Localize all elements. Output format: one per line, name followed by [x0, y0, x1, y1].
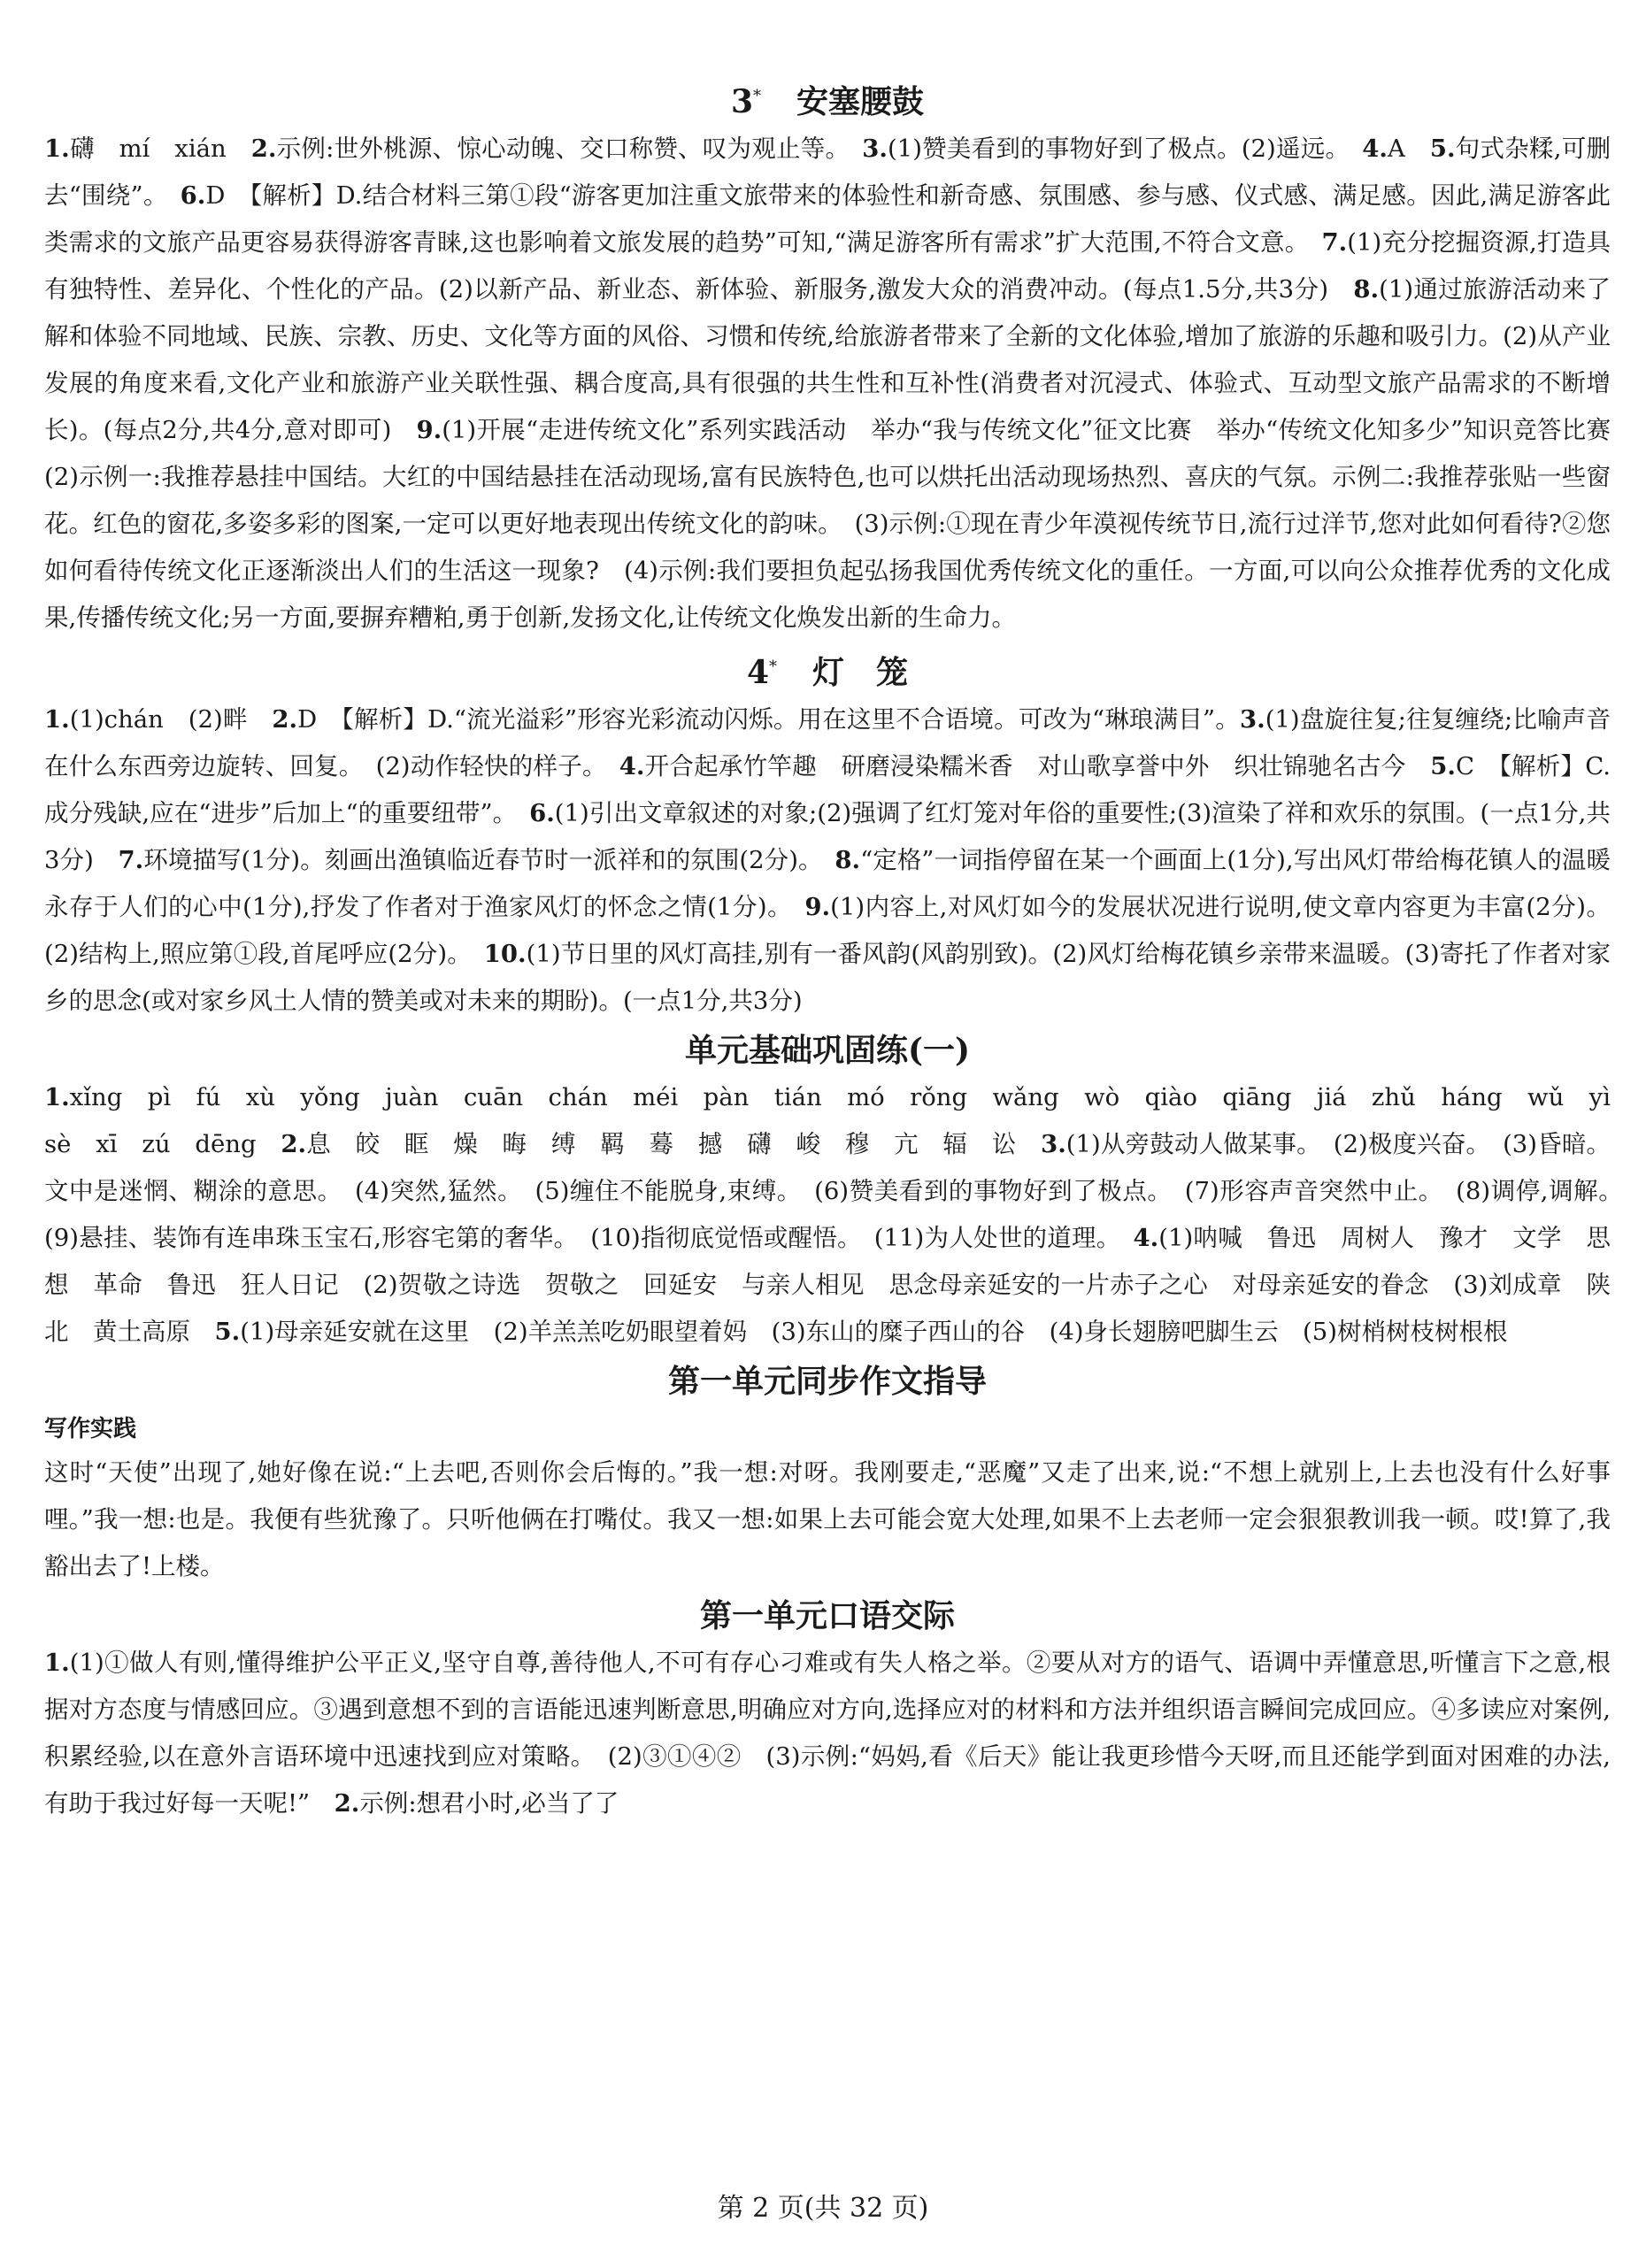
section-answers-oral-communication: 1.(1)①做人有则,懂得维护公平正义,坚守自尊,善待他人,不可有存心刁难或有失人格之举。②要从对方的语气、语调中弄懂意思,听懂言下之意,根据对方态度与情感回应。③遇到意想不到的言语能迅速判断意思,明确应对方向,选择应对的材料和方法并组织语言瞬间完成回应。④多读应对案例,积累经验,以在意外言语环境中迅速找到应对策略。 (2)③①④② (3)示例:“妈妈,看《后天》能让我更珍惜今天呀,而且还能学到面对困难的办法,有助于我过好每一天呢!” 2.示例:想君小时,必当了了	[44, 1649, 1611, 1818]
section-title-4	[44, 645, 1611, 695]
section-title-text: 灯 笼	[812, 654, 909, 691]
section-number: 3	[730, 83, 754, 120]
section-answers-4: 1.(1)chán (2)畔 2.D 【解析】D.“流光溢彩”形容光彩流动闪烁。用在这里不合语境。可改为“琳琅满目”。3.(1)盘旋往复;往复缠绕;比喻声音在什么东西旁边旋转、回复。 (2)动作轻快的样子。 4.开合起承竹竿趣 研磨浸染糯米香 对山歌享誉中外 织壮锦驰名古今 5.C 【解析】C.成分残缺,应在“进步”后加上“的重要纽带”。 6.(1)引出文章叙述的对象;(2)强调了红灯笼对年俗的重要性;(3)渲染了祥和欢乐的氛围。(一点1分,共3分) 7.环境描写(1分)。刻画出渔镇临近春节时一派祥和的氛围(2分)。 8.“定格”一词指停留在某一个画面上(1分),写出风灯带给梅花镇人的温暖永存于人们的心中(1分),抒发了作者对于渔家风灯的怀念之情(1分)。 9.(1)内容上,对风灯如今的发展状况进行说明,使文章内容更为丰富(2分)。(2)结构上,照应第①段,首尾呼应(2分)。 10.(1)节日里的风灯高挂,别有一番风韵(风韵别致)。(2)风灯给梅花镇乡亲带来温暖。(3)寄托了作者对家乡的思念(或对家乡风土人情的赞美或对未来的期盼)。(一点1分,共3分)	[44, 705, 1611, 1015]
section-title-unit-review: 单元基础巩固练(一)	[684, 1032, 971, 1069]
optional-mark: *	[769, 657, 778, 676]
section-title-text: 安塞腰鼓	[796, 83, 925, 120]
section-title-writing-guide: 第一单元同步作文指导	[667, 1363, 987, 1400]
section-title-3	[44, 74, 1611, 124]
section-number: 4	[746, 654, 770, 691]
section-answers-unit-review: 1.xǐng pì fú xù yǒng juàn cuān chán méi pàn tián mó rǒng wǎng wò qiào qiāng jiá zhǔ háng wǔ yì sè xī zú dēng 2.息 皎 眶 燥 晦 缚 羁 蓦 撼 礴 峻 穆 亢 辐 讼 3.(1)从旁鼓动人做某事。 (2)极度兴奋。 (3)昏暗。文中是迷惘、糊涂的意思。 (4)突然,猛然。 (5)缠住不能脱身,束缚。 (6)赞美看到的事物好到了极点。 (7)形容声音突然中止。 (8)调停,调解。 (9)悬挂、装饰有连串珠玉宝石,形容宅第的奢华。 (10)指彻底觉悟或醒悟。 (11)为人处世的道理。 4.(1)呐喊 鲁迅 周树人 豫才 文学 思想 革命 鲁迅 狂人日记 (2)贺敬之诗选 贺敬之 回延安 与亲人相见 思念母亲延安的一片赤子之心 对母亲延安的眷念 (3)刘成章 陕北 黄土高原 5.(1)母亲延安就在这里 (2)羊羔羔吃奶眼望着妈 (3)东山的糜子西山的谷 (4)身长翅膀吧脚生云 (5)树梢树枝树根根	[44, 1083, 1635, 1346]
optional-mark: *	[753, 87, 762, 105]
section-title-oral-communication: 第一单元口语交际	[699, 1597, 955, 1634]
page-footer: 第 2 页(共 32 页)	[717, 2193, 929, 2224]
answer-page	[44, 71, 1635, 1827]
section-answers-writing-guide: 这时“天使”出现了,她好像在说:“上去吧,否则你会后悔的。”我一想:对呀。我刚要走,“恶魔”又走了出来,说:“不想上就别上,上去也没有什么好事哩。”我一想:也是。我便有些犹豫了。只听他俩在打嘴仗。我又一想:如果上去可能会宽大处理,如果不上去老师一定会狠狠教训我一顿。哎!算了,我豁出去了!上楼。	[44, 1458, 1611, 1580]
section-answers-3: 1.礴 mí xián 2.示例:世外桃源、惊心动魄、交口称赞、叹为观止等。 3.(1)赞美看到的事物好到了极点。(2)遥远。 4.A 5.句式杂糅,可删去“围绕”。 6.D 【解析】D.结合材料三第①段“游客更加注重文旅带来的体验性和新奇感、氛围感、参与感、仪式感、满足感。因此,满足游客此类需求的文旅产品更容易获得游客青睐,这也影响着文旅发展的趋势”可知,“满足游客所有需求”扩大范围,不符合文意。 7.(1)充分挖掘资源,打造具有独特性、差异化、个性化的产品。(2)以新产品、新业态、新体验、新服务,激发大众的消费冲动。(每点1.5分,共3分) 8.(1)通过旅游活动来了解和体验不同地域、民族、宗教、历史、文化等方面的风俗、习惯和传统,给旅游者带来了全新的文化体验,增加了旅游的乐趣和吸引力。(2)从产业发展的角度来看,文化产业和旅游产业关联性强、耦合度高,具有很强的共生性和互补性(消费者对沉浸式、体验式、互动型文旅产品需求的不断增长)。(每点2分,共4分,意对即可) 9.(1)开展“走进传统文化”系列实践活动 举办“我与传统文化”征文比赛 举办“传统文化知多少”知识竞答比赛 (2)示例一:我推荐悬挂中国结。大红的中国结悬挂在活动现场,富有民族特色,也可以烘托出活动现场热烈、喜庆的气氛。示例二:我推荐张贴一些窗花。红色的窗花,多姿多彩的图案,一定可以更好地表现出传统文化的韵味。 (3)示例:①现在青少年漠视传统节日,流行过洋节,您对此如何看待?②您如何看待传统文化正逐渐淡出人们的生活这一现象? (4)示例:我们要担负起弘扬我国优秀传统文化的重任。一方面,可以向公众推荐优秀的文化成果,传播传统文化;另一方面,要摒弃糟粕,勇于创新,发扬文化,让传统文化焕发出新的生命力。	[44, 135, 1635, 632]
writing-practice-heading: 写作实践	[44, 1416, 137, 1442]
